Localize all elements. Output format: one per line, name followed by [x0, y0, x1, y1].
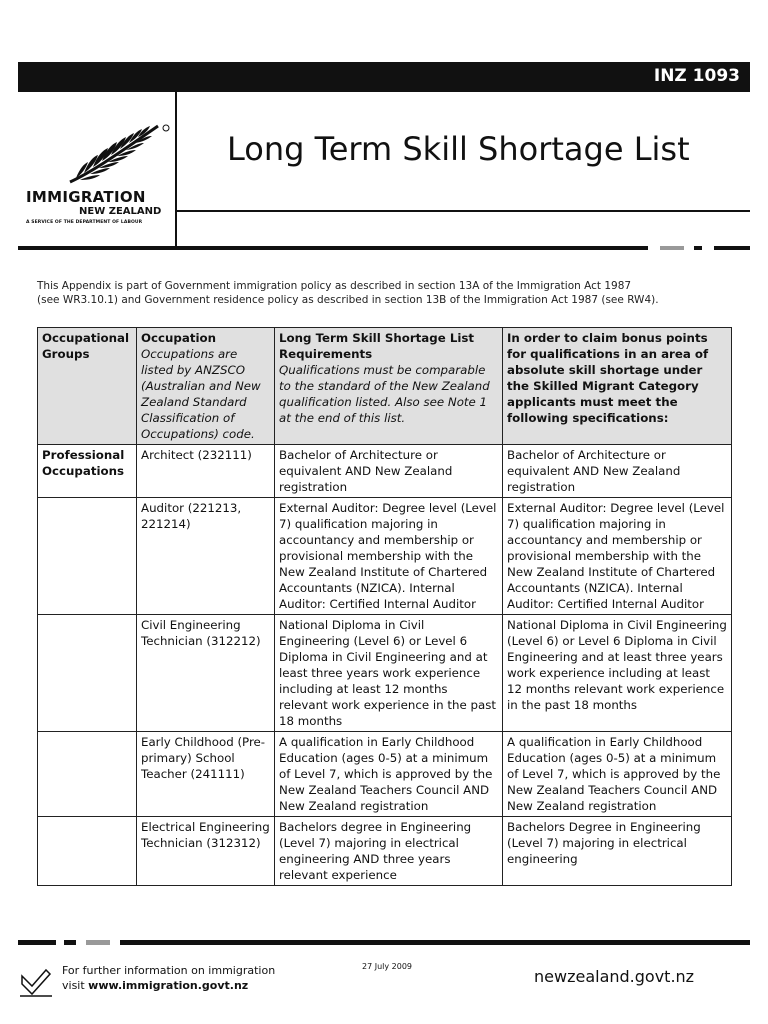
footer-info-line2: visit www.immigration.govt.nz: [62, 979, 249, 992]
header-bar: [18, 62, 750, 92]
occupation-cell: Electrical Engineering Technician (312312): [137, 817, 275, 886]
title-rule: [175, 210, 750, 212]
table-header-row: [38, 328, 732, 445]
intro-line-2: (see WR3.10.1) and Government residence policy as described in section 13B of the Immigration Act 1987 (see RW4).: [37, 294, 659, 306]
group-cell: [38, 615, 137, 732]
logo-sub-text: NEW ZEALAND: [79, 206, 162, 217]
logo-main-text: IMMIGRATION: [26, 188, 146, 206]
immigration-logo: [26, 120, 176, 230]
group-cell: [38, 817, 137, 886]
logo-divider: [175, 92, 177, 248]
table-row: [38, 445, 732, 498]
intro-text: [37, 279, 737, 307]
footer-dash-black: [64, 940, 76, 945]
requirements-cell: National Diploma in Civil Engineering (Level 6) or Level 6 Diploma in Civil Engineering and at least three years work experience including at least 12 months relevant work experience in the past 18 months: [275, 615, 503, 732]
form-code: INZ 1093: [653, 66, 740, 86]
occupation-cell: Architect (232111): [137, 445, 275, 498]
header-bonus-points: In order to claim bonus points for qualifications in an area of absolute skill shortage under the Skilled Migrant Category applicants must meet the following specifications:: [503, 328, 732, 445]
logo-tagline: A SERVICE OF THE DEPARTMENT OF LABOUR: [26, 220, 143, 225]
bonus-cell: Bachelors Degree in Engineering (Level 7) majoring in electrical engineering: [503, 817, 732, 886]
footer-info-line1: For further information on immigration: [62, 964, 276, 977]
page-title: Long Term Skill Shortage List: [227, 130, 690, 168]
table-row: [38, 498, 732, 615]
occupation-cell: Civil Engineering Technician (312212): [137, 615, 275, 732]
footer-info: [62, 963, 275, 993]
group-cell: [38, 498, 137, 615]
group-cell: Professional Occupations: [38, 445, 137, 498]
group-cell: [38, 732, 137, 817]
header-dash-black: [694, 246, 702, 250]
immigration-link[interactable]: www.immigration.govt.nz: [88, 979, 249, 992]
silver-fern-icon: [66, 120, 176, 186]
header-dash-grey: [660, 246, 684, 250]
requirements-cell: A qualification in Early Childhood Education (ages 0-5) at a minimum of Level 7, which is approved by the New Zealand Teachers Council AND New Zealand registration: [275, 732, 503, 817]
table-row: [38, 817, 732, 886]
occupation-cell: Early Childhood (Pre-primary) School Teacher (241111): [137, 732, 275, 817]
header-occupation: Occupation Occupations are listed by ANZSCO (Australian and New Zealand Standard Classification of Occupations) code.: [137, 328, 275, 445]
footer-dash-grey: [86, 940, 110, 945]
occupation-cell: Auditor (221213, 221214): [137, 498, 275, 615]
bonus-cell: Bachelor of Architecture or equivalent AND New Zealand registration: [503, 445, 732, 498]
requirements-cell: External Auditor: Degree level (Level 7) qualification majoring in accountancy and membership or provisional membership with the New Zealand Institute of Chartered Accountants (NZICA). Internal Auditor: Certified Internal Auditor: [275, 498, 503, 615]
skill-shortage-table: [37, 327, 732, 886]
header-requirements: Long Term Skill Shortage List Requirements Qualifications must be comparable to the standard of the New Zealand qualification listed. Also see Note 1 at the end of this list.: [275, 328, 503, 445]
header-occupational-groups: Occupational Groups: [38, 328, 137, 445]
bonus-cell: National Diploma in Civil Engineering (Level 6) or Level 6 Diploma in Civil Engineering and at least three years work experience including at least 12 months relevant work experience in the past 18 months: [503, 615, 732, 732]
table-row: [38, 615, 732, 732]
header-bottom-rule: [18, 246, 648, 250]
arrow-logo-icon: [18, 962, 54, 998]
header-dash-end: [714, 246, 750, 250]
table-row: [38, 732, 732, 817]
bonus-cell: A qualification in Early Childhood Education (ages 0-5) at a minimum of Level 7, which is approved by the New Zealand Teachers Council AND New Zealand registration: [503, 732, 732, 817]
footer-bar-main: [120, 940, 750, 945]
bonus-cell: External Auditor: Degree level (Level 7) qualification majoring in accountancy and membership or provisional membership with the New Zealand Institute of Chartered Accountants (NZICA). Internal Auditor: Certified Internal Auditor: [503, 498, 732, 615]
footer-site-link[interactable]: newzealand.govt.nz: [534, 967, 695, 986]
intro-line-1: This Appendix is part of Government immigration policy as described in section 13A of the Immigration Act 1987: [37, 280, 632, 292]
footer-bar-left: [18, 940, 56, 945]
footer-date: 27 July 2009: [362, 962, 413, 971]
requirements-cell: Bachelors degree in Engineering (Level 7) majoring in electrical engineering AND three years relevant experience: [275, 817, 503, 886]
requirements-cell: Bachelor of Architecture or equivalent AND New Zealand registration: [275, 445, 503, 498]
